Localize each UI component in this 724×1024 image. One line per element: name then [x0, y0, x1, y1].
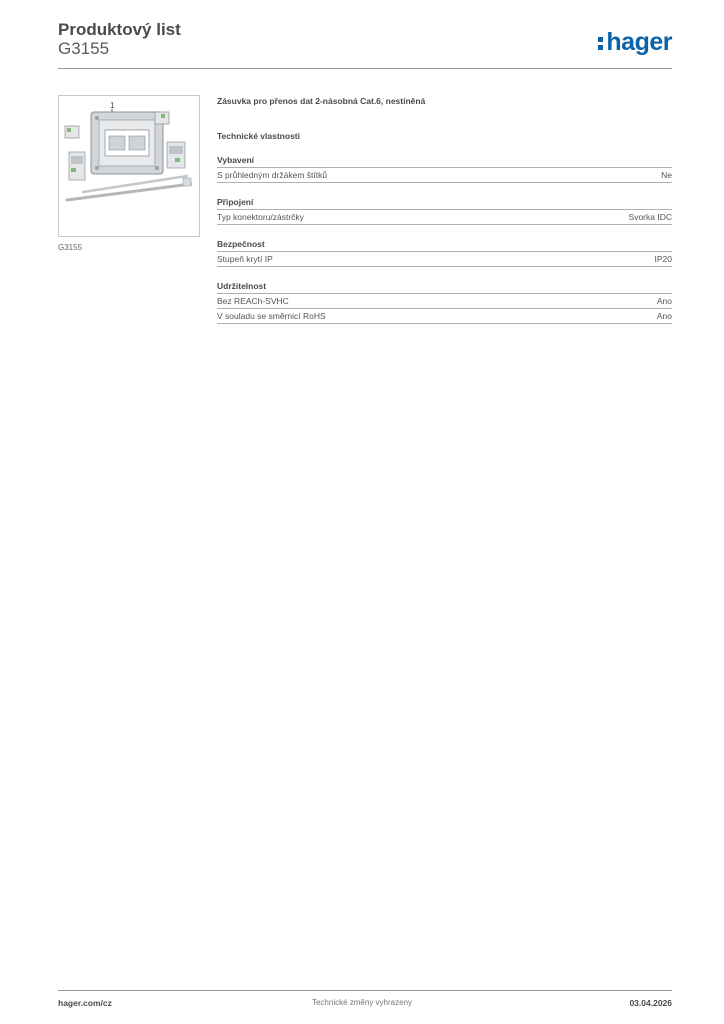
group-pripojeni [217, 197, 672, 225]
footer-date: 03.04.2026 [629, 998, 672, 1008]
group-title: Bezpečnost [217, 239, 672, 252]
property-label: Stupeň krytí IP [217, 254, 273, 264]
property-value: Ano [656, 311, 672, 321]
property-value: Ano [656, 296, 672, 306]
property-label: S průhledným držákem štítků [217, 170, 328, 180]
footer-website-link[interactable]: hager.com/cz [58, 998, 112, 1008]
footer-divider [58, 990, 672, 991]
property-label: V souladu se směrnicí RoHS [217, 311, 326, 321]
group-udrzitelnost [217, 281, 672, 324]
hager-logo [598, 28, 672, 57]
property-value: Ne [661, 170, 672, 180]
group-bezpecnost [217, 239, 672, 267]
group-title: Vybavení [217, 155, 672, 168]
property-row [217, 168, 672, 183]
logo-text: hager [606, 28, 672, 56]
image-marker-label: 1 [110, 101, 115, 110]
logo-dots-icon [598, 37, 603, 50]
property-value: IP20 [654, 254, 672, 264]
section-title: Technické vlastnosti [217, 131, 300, 141]
property-value: Svorka IDC [628, 212, 672, 222]
property-row [217, 309, 672, 324]
product-code: G3155 [58, 39, 110, 58]
group-title: Připojení [217, 197, 672, 210]
property-label: Bez REACh-SVHC [217, 296, 289, 306]
group-title: Udržitelnost [217, 281, 672, 294]
page-title: Produktový list [58, 20, 181, 39]
data-socket-illustration [59, 96, 199, 236]
footer-note: Technické změny vyhrazeny [311, 998, 413, 1007]
group-vybaveni [217, 155, 672, 183]
header-divider [58, 68, 672, 69]
property-label: Typ konektoru/zástrčky [217, 212, 304, 222]
product-image [58, 95, 200, 237]
property-row [217, 252, 672, 267]
product-details [217, 96, 672, 338]
property-row [217, 294, 672, 309]
product-description: Zásuvka pro přenos dat 2-násobná Cat.6, nestíněná [217, 96, 426, 106]
image-caption: G3155 [58, 243, 83, 252]
property-row [217, 210, 672, 225]
